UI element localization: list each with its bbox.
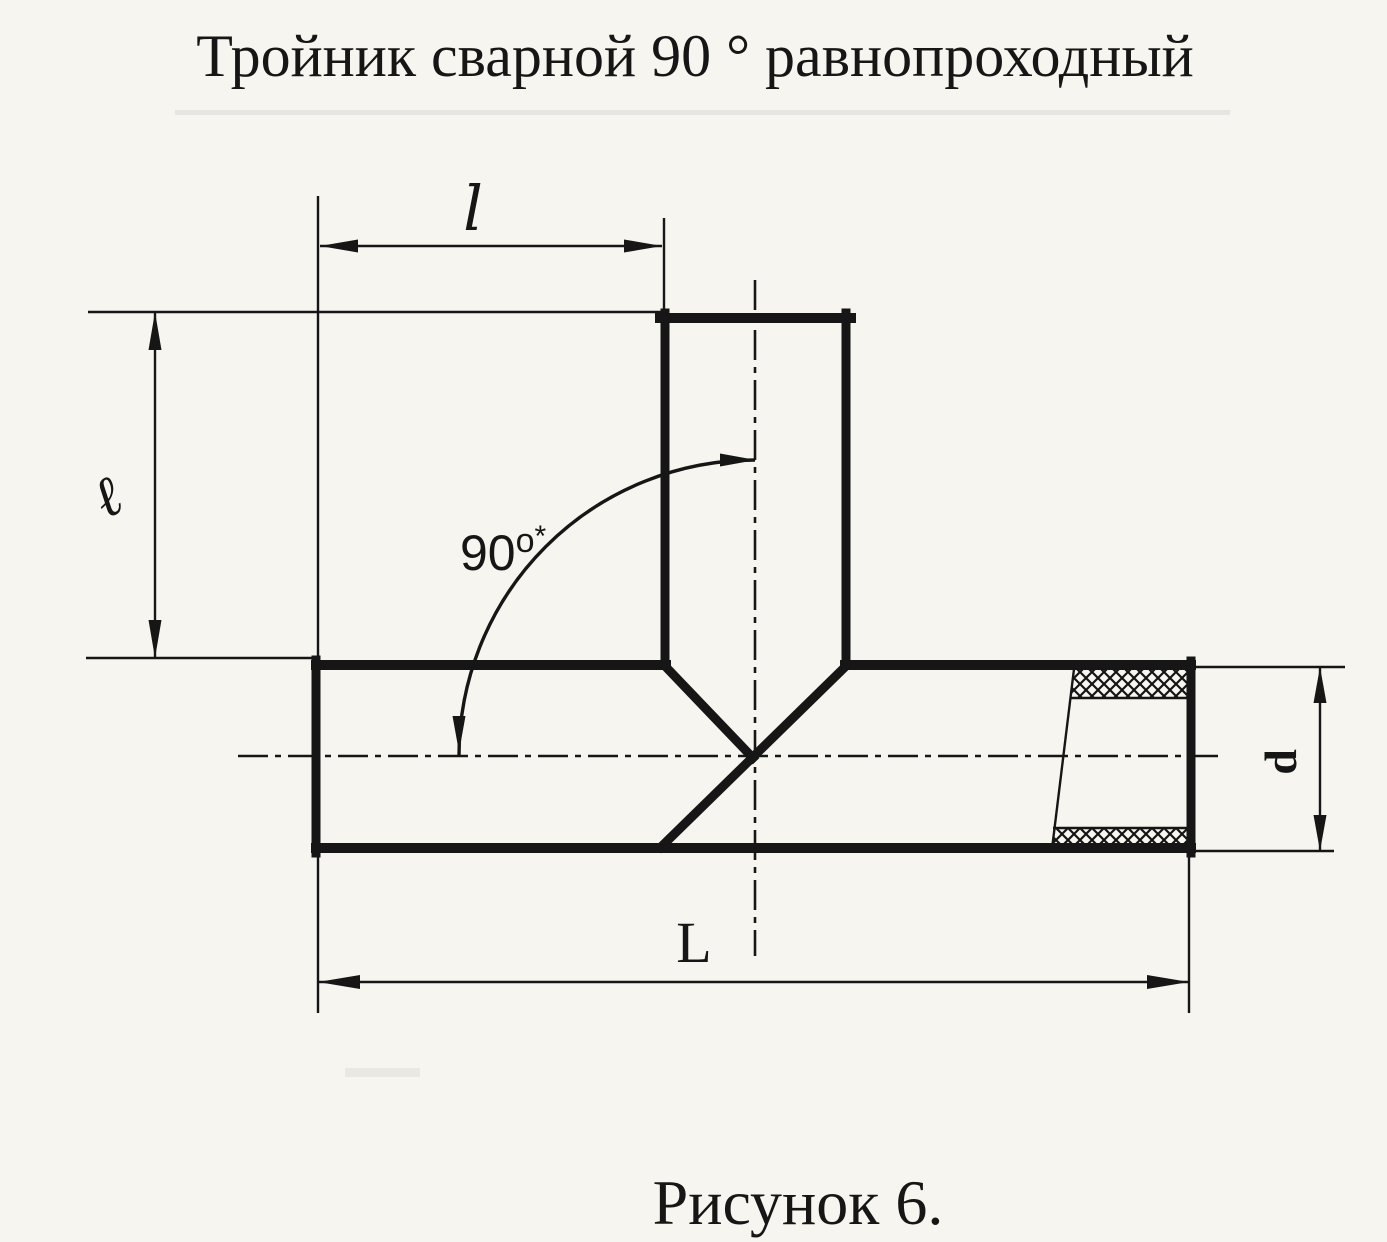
arrowhead-l-right bbox=[624, 240, 662, 253]
drawing-title: Тройник сварной 90 ° равнопроходный bbox=[196, 23, 1194, 89]
scan-streak-top bbox=[175, 110, 1230, 115]
label-branch-width: l bbox=[463, 172, 483, 245]
label-branch-length: ℓ bbox=[81, 463, 133, 532]
wall-section-hatching bbox=[1052, 669, 1191, 849]
label-overall-length: L bbox=[676, 910, 712, 975]
arrowhead-ell-bottom bbox=[149, 620, 162, 658]
arrowhead-arc-top bbox=[720, 454, 756, 467]
dimension-diameter bbox=[1255, 667, 1327, 851]
dimension-branch-length bbox=[82, 312, 162, 658]
section-break-line bbox=[1052, 669, 1074, 849]
centerlines bbox=[238, 280, 1218, 956]
arrowhead-arc-bottom bbox=[453, 716, 466, 752]
arrowhead-d-top bbox=[1314, 667, 1327, 703]
weld-chamfer-left bbox=[665, 666, 753, 758]
arrowhead-d-bottom bbox=[1314, 815, 1327, 851]
tee-outline bbox=[316, 313, 1191, 853]
arrowhead-L-right bbox=[1147, 975, 1189, 989]
scan-smudge-bottom bbox=[345, 1068, 420, 1077]
label-angle bbox=[460, 520, 547, 581]
angle-footnote-mark: * bbox=[534, 520, 547, 553]
hatch-top-wall bbox=[1071, 669, 1191, 698]
angle-value: 90 bbox=[460, 525, 516, 581]
arrowhead-L-left bbox=[318, 975, 360, 989]
arrowhead-l-left bbox=[320, 240, 358, 253]
dimension-overall-length bbox=[318, 910, 1189, 989]
figure-caption: Рисунок 6. bbox=[652, 1167, 944, 1238]
angle-degree-mark: o bbox=[515, 522, 535, 560]
dimension-branch-width bbox=[320, 172, 662, 253]
label-diameter: d bbox=[1255, 749, 1306, 775]
arrowhead-ell-top bbox=[149, 312, 162, 350]
